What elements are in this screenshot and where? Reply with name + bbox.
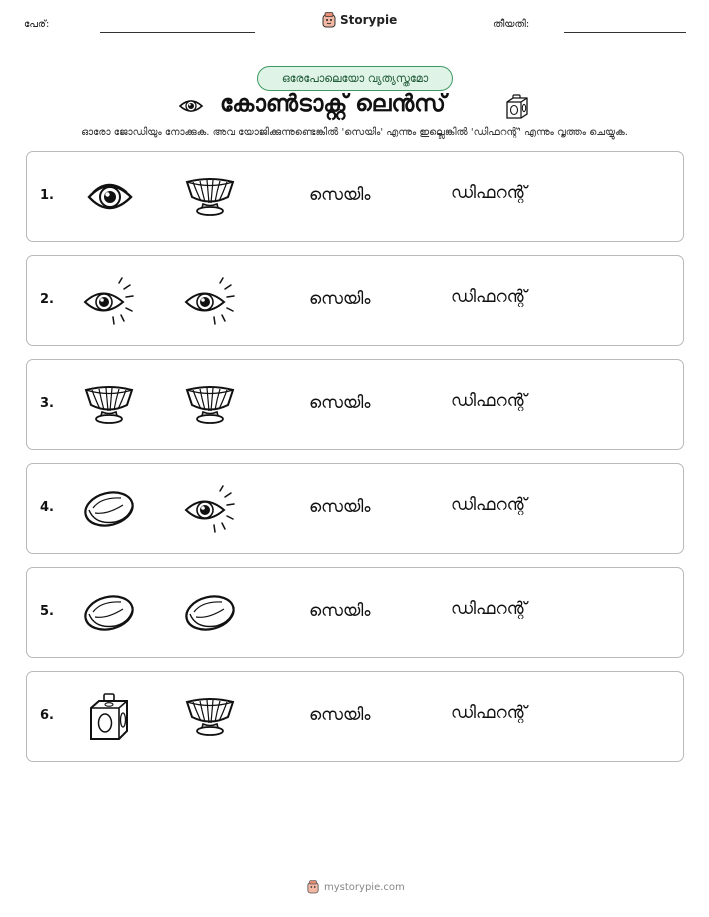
sparkle-eye-icon: [182, 485, 238, 533]
eye-icon: [81, 173, 137, 221]
different-option[interactable]: ഡിഫറന്റ്: [451, 599, 527, 619]
worksheet-type-badge: ഒരേപോലെയോ വ്യത്യസ്തമോ: [257, 66, 453, 91]
sparkle-eye-icon: [182, 277, 238, 325]
same-option[interactable]: സെയിം: [309, 705, 371, 725]
page-title: കോൺടാക്റ്റ് ലെൻസ്: [220, 91, 446, 117]
row-number: 6.: [40, 708, 54, 723]
brand-name: Storypie: [340, 13, 398, 27]
row-number: 1.: [40, 188, 54, 203]
eye-icon: [178, 97, 204, 115]
footer: [307, 880, 405, 894]
name-field[interactable]: [100, 32, 255, 33]
same-option[interactable]: സെയിം: [309, 497, 371, 517]
row-number: 4.: [40, 500, 54, 515]
same-option[interactable]: സെയിം: [309, 601, 371, 621]
lens-icon: [182, 589, 238, 637]
cube-icon: [504, 94, 530, 120]
different-option[interactable]: ഡിഫറന്റ്: [451, 391, 527, 411]
date-label: തീയതി:: [493, 19, 530, 30]
different-option[interactable]: ഡിഫറന്റ്: [451, 287, 527, 307]
exercise-row: [26, 151, 684, 242]
bowl-icon: [182, 173, 238, 221]
sparkle-eye-icon: [81, 277, 137, 325]
name-label: പേര്:: [24, 19, 50, 30]
brand-logo: [322, 12, 397, 28]
bowl-icon: [182, 693, 238, 741]
different-option[interactable]: ഡിഫറന്റ്: [451, 183, 527, 203]
footer-url: mystorypie.com: [324, 881, 405, 893]
lens-icon: [81, 485, 137, 533]
date-field[interactable]: [564, 32, 686, 33]
exercise-row: [26, 671, 684, 762]
mascot-icon: [322, 12, 336, 28]
exercise-row: [26, 567, 684, 658]
bowl-icon: [182, 381, 238, 429]
row-number: 3.: [40, 396, 54, 411]
bowl-icon: [81, 381, 137, 429]
cube-icon: [81, 693, 137, 741]
same-option[interactable]: സെയിം: [309, 393, 371, 413]
instructions: ഓരോ ജോഡിയും നോക്കുക. അവ യോജിക്കുന്നുണ്ടെങ്കിൽ 'സെയിം' എന്നും ഇല്ലെങ്കിൽ 'ഡിഫറന്റ്' എന്നും വൃത്തം ചെയ്യുക.: [81, 127, 628, 138]
exercise-row: [26, 255, 684, 346]
different-option[interactable]: ഡിഫറന്റ്: [451, 703, 527, 723]
exercise-row: [26, 359, 684, 450]
exercise-row: [26, 463, 684, 554]
different-option[interactable]: ഡിഫറന്റ്: [451, 495, 527, 515]
lens-icon: [81, 589, 137, 637]
same-option[interactable]: സെയിം: [309, 185, 371, 205]
title-row: [0, 91, 709, 125]
same-option[interactable]: സെയിം: [309, 289, 371, 309]
mascot-icon: [307, 880, 319, 894]
row-number: 2.: [40, 292, 54, 307]
row-number: 5.: [40, 604, 54, 619]
